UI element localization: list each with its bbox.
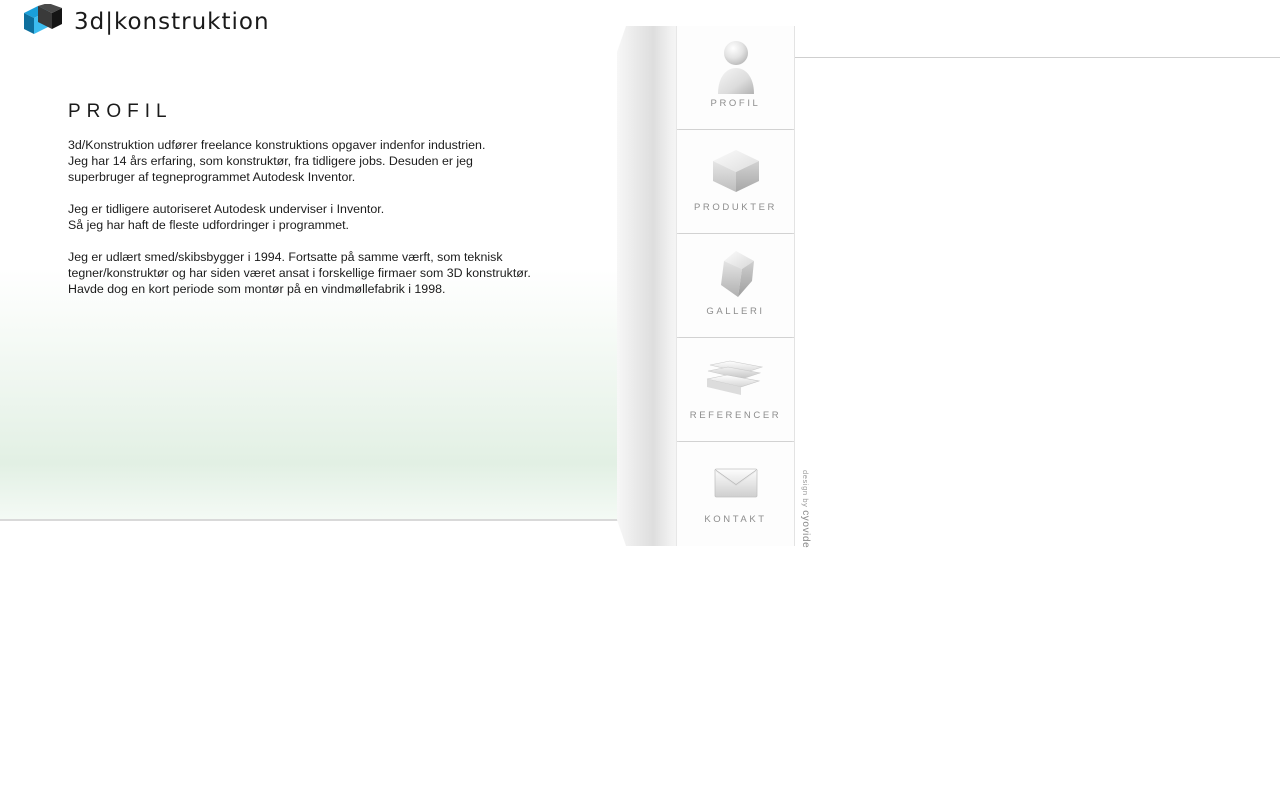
page-title: PROFIL: [68, 101, 173, 122]
sidebar-item-label: PROFIL: [710, 98, 761, 109]
design-credit-prefix: design by: [801, 470, 810, 508]
logo-wordmark: 3d|konstruktion: [74, 9, 270, 35]
folders-icon: [701, 348, 771, 410]
gallery-shape-icon: [701, 244, 771, 306]
3d-cube-logo-icon: [22, 4, 64, 40]
sidebar-item-label: REFERENCER: [689, 410, 782, 421]
sidebar-item-profil[interactable]: [677, 26, 794, 130]
sidebar-item-produkter[interactable]: [677, 130, 794, 234]
sidebar-item-referencer[interactable]: [677, 338, 794, 442]
cube-icon: [701, 140, 771, 202]
design-credit-text: [800, 470, 810, 548]
site-logo[interactable]: [22, 4, 270, 40]
sidebar-item-label: PRODUKTER: [693, 202, 778, 213]
person-icon: [701, 36, 771, 98]
paragraph-2: Jeg er tidligere autoriseret Autodesk underviser i Inventor. Så jeg har haft de fleste udfordringer i programmet.: [68, 202, 385, 232]
sidebar-item-label: GALLERI: [706, 306, 765, 317]
content-bottom-edge: [0, 519, 620, 521]
sidebar-nav: [676, 26, 795, 546]
sidebar-item-label: KONTAKT: [704, 514, 767, 525]
sidebar-item-kontakt[interactable]: [677, 442, 794, 546]
design-credit[interactable]: [794, 470, 816, 550]
content-panel: [0, 57, 620, 519]
paragraph-3: Jeg er udlært smed/skibsbygger i 1994. Fortsatte på samme værft, som teknisk tegner/konstruktør og har siden været ansat i forskellige firmaer som 3D konstruktør. Havde dog en kort periode som montør på en vindmøllefabrik i 1998.: [68, 250, 531, 296]
sidebar-item-galleri[interactable]: [677, 234, 794, 338]
profile-text-body: [68, 137, 588, 297]
paragraph-1: 3d/Konstruktion udfører freelance konstruktions opgaver indenfor industrien. Jeg har 14 års erfaring, som konstruktør, fra tidligere jobs. Desuden er jeg superbruger af tegneprogrammet Autodesk Inventor.: [68, 138, 486, 184]
envelope-icon: [701, 452, 771, 514]
design-credit-brand: cyovide: [800, 510, 811, 549]
